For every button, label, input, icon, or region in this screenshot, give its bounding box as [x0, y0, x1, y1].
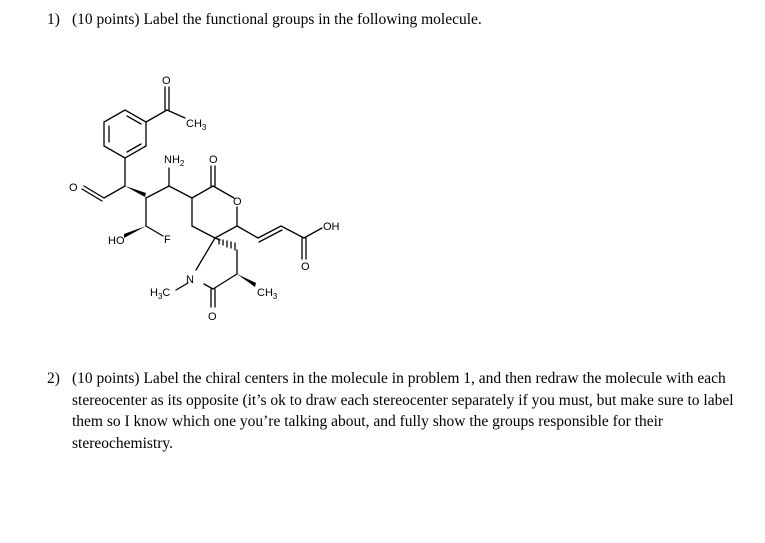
aldehyde-chain	[82, 158, 125, 201]
lactone-ring	[192, 166, 237, 238]
molecule-structure	[60, 64, 360, 334]
n-methyl-label: $H_3C$	[150, 287, 171, 301]
question-1	[47, 9, 747, 31]
acetyl-oxygen-label: O	[162, 75, 171, 87]
amide-oxygen-label: O	[208, 311, 217, 323]
question-1-text: (10 points) Label the functional groups in the following molecule.	[72, 11, 482, 28]
question-2	[47, 368, 747, 458]
acetyl-methyl-label: $CH_3$	[186, 118, 207, 132]
benzene-ring	[104, 110, 146, 158]
lactone-carbonyl-oxygen-label: O	[209, 154, 218, 166]
ring-methyl-label: $CH_3$	[257, 287, 278, 301]
question-1-number: 1)	[47, 11, 60, 28]
amide-nitrogen-label: N	[186, 274, 194, 286]
amine-label: $NH_2$	[164, 154, 185, 168]
lactone-ring-oxygen-label: O	[233, 196, 242, 208]
aldehyde-oxygen-label: O	[69, 182, 78, 194]
acetyl-group	[146, 87, 185, 122]
acid-carbonyl-oxygen-label: O	[301, 261, 310, 273]
fluorine-label: F	[164, 234, 171, 246]
main-chain	[124, 168, 192, 238]
acid-hydroxyl-label: OH	[323, 221, 340, 233]
acrylic-acid-chain	[237, 226, 322, 259]
piperidinone-ring	[176, 238, 256, 307]
question-2-text: (10 points) Label the chiral centers in the molecule in problem 1, and then redraw the molecule with each stereocenter as its opposite (it’s ok to draw each stereocenter separately if you must, but make sure to label them so I know which one you’re talking about, and fully show the groups responsible for their stereochemistry.	[72, 370, 734, 452]
hydroxyl-left-label: HO	[108, 235, 125, 247]
question-2-number: 2)	[47, 370, 60, 387]
